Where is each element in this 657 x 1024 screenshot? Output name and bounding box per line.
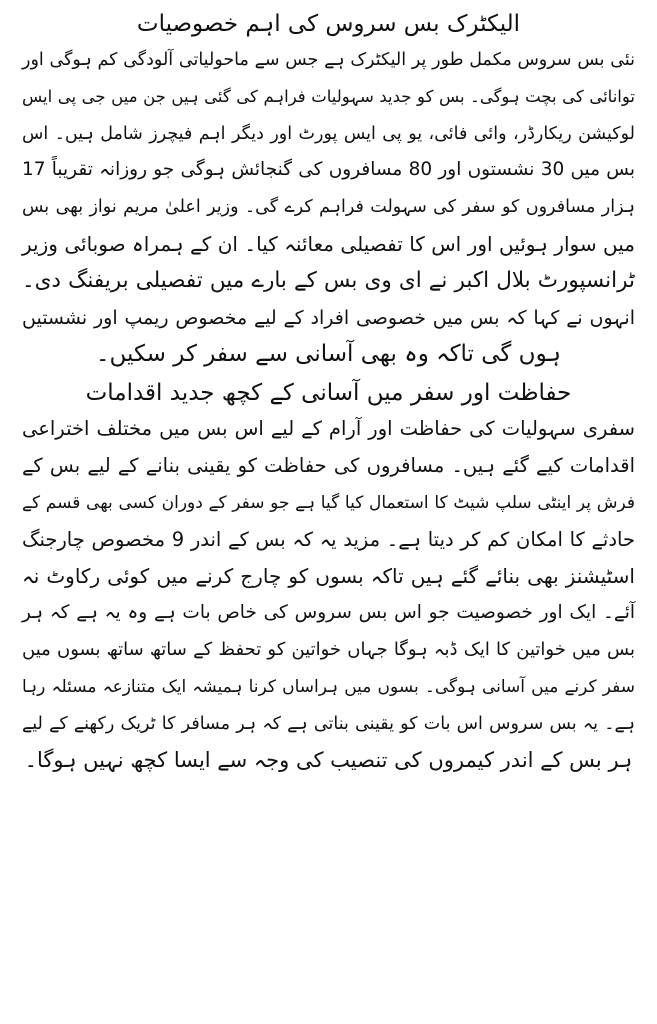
paragraph-line: بس میں 30 نشستوں اور 80 مسافروں کی گنجائش ہوگی جو روزانہ تقریباً 17 — [22, 159, 635, 181]
paragraph-line: حادثے کا امکان کم کر دیتا ہے۔ مزید یہ کہ بس کے اندر 9 مخصوص چارجنگ — [22, 527, 635, 551]
paragraph-line: اسٹیشنز بھی بنائے گئے ہیں تاکہ بسوں کو چارج کرنے میں کوئی رکاوٹ نہ — [22, 564, 635, 589]
paragraph-line: میں سوار ہوئیں اور اس کا تفصیلی معائنہ کیا۔ ان کے ہمراہ صوبائی وزیر — [22, 231, 635, 256]
paragraph-line: آئے۔ ایک اور خصوصیت جو اس بس سروس کی خاص بات ہے وہ یہ ہے کہ ہر — [22, 602, 635, 624]
paragraph-line: ہر بس کے اندر کیمروں کی تنصیب کی وجہ سے ایسا کچھ نہیں ہوگا۔ — [24, 748, 633, 773]
paragraph-line: ہے۔ یہ بس سروس اس بات کو یقینی بناتی ہے کہ ہر مسافر کا ٹریک رکھنے کے لیے — [22, 713, 635, 734]
paragraph-line: توانائی کی بچت ہوگی۔ بس کو جدید سہولیات فراہم کی گئی ہیں جن میں جی پی ایس — [22, 86, 635, 106]
paragraph-line: انہوں نے کہا کہ بس میں خصوصی افراد کے لیے مخصوص ریمپ اور نشستیں — [22, 306, 635, 329]
paragraph-line: بس میں خواتین کا ایک ڈبہ ہوگا جہاں خواتین کو تحفظ کے ساتھ ساتھ بسوں میں — [22, 638, 635, 660]
paragraph-line: ہزار مسافروں کو سفر کی سہولت فراہم کرے گی۔ وزیر اعلیٰ مریم نواز بھی بس — [22, 197, 635, 218]
section-heading: حفاظت اور سفر میں آسانی کے کچھ جدید اقدامات — [85, 380, 572, 407]
paragraph-line: سفری سہولیات کی حفاظت اور آرام کے لیے اس بس میں مختلف اختراعی — [22, 417, 635, 441]
paragraph-line: لوکیشن ریکارڈر، وائی فائی، یو پی ایس پورٹ اور دیگر اہم فیچرز شامل ہیں۔ اس — [22, 123, 635, 144]
paragraph-line: ٹرانسپورٹ بلال اکبر نے ای وی بس کے بارے میں تفصیلی بریفنگ دی۔ — [22, 267, 635, 293]
article-heading: الیکٹرک بس سروس کی اہم خصوصیات — [136, 11, 521, 37]
paragraph-safety-measures — [22, 411, 635, 779]
paragraph-ev-features — [22, 42, 635, 373]
paragraph-line: نئی بس سروس مکمل طور پر الیکٹرک ہے جس سے ماحولیاتی آلودگی کم ہوگی اور — [22, 50, 635, 70]
paragraph-line: اقدامات کیے گئے ہیں۔ مسافروں کی حفاظت کو یقینی بنانے کے لیے بس کے — [22, 453, 635, 477]
paragraph-line: فرش پر اینٹی سلپ شیٹ کا استعمال کیا گیا ہے جو سفر کے دوران کسی بھی قسم کے — [22, 492, 635, 513]
paragraph-line: سفر کرنے میں آسانی ہوگی۔ بسوں میں ہراساں کرنا ہمیشہ ایک متنازعہ مسئلہ رہا — [22, 676, 635, 697]
paragraph-line: ہوں گی تاکہ وہ بھی آسانی سے سفر کر سکیں۔ — [96, 341, 561, 368]
